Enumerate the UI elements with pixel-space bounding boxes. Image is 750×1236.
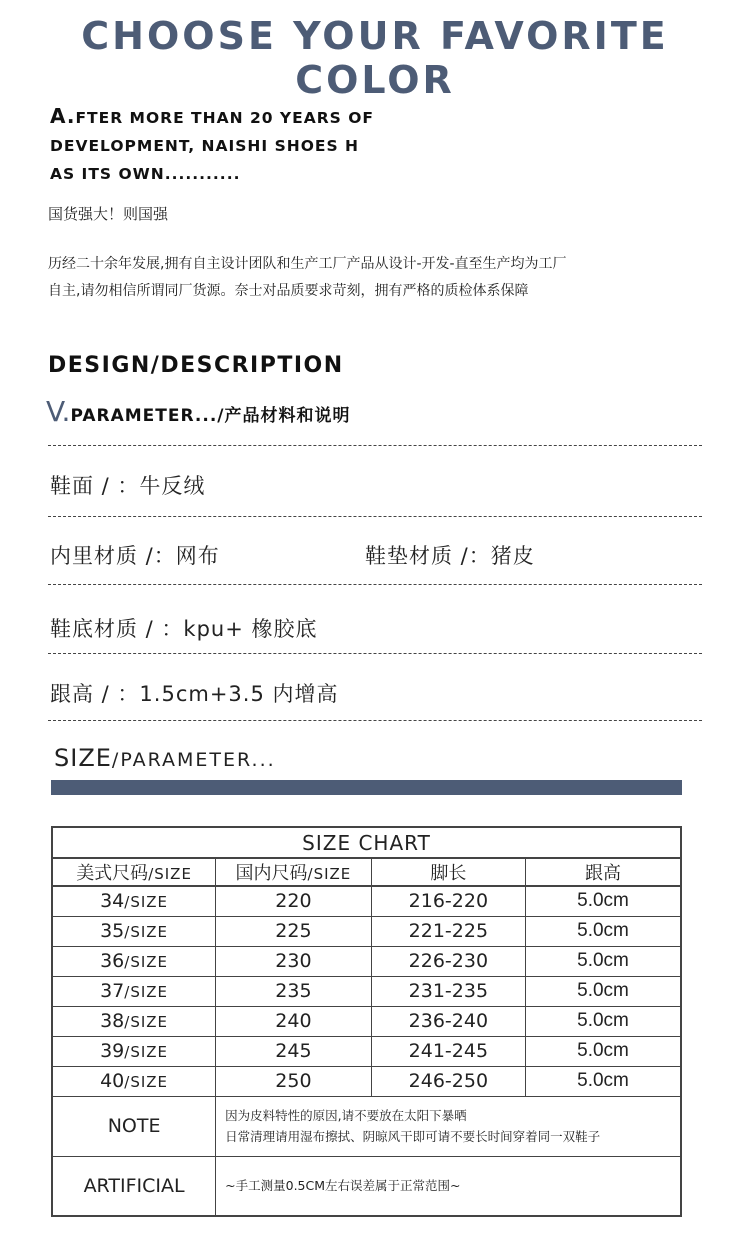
- param-upper: 鞋面 / ：牛反绒: [50, 474, 206, 498]
- header-heel-height: 跟高: [526, 858, 681, 886]
- cell-us-size: [52, 946, 216, 976]
- cell-heel-height: 5.0cm: [526, 916, 681, 946]
- intro-line-1: FTER MORE THAN 20 YEARS OF: [75, 109, 374, 127]
- note-line-1: 因为皮料特性的原因,请不要放在太阳下暴晒: [225, 1108, 467, 1123]
- cell-us-size: [52, 1066, 216, 1096]
- cell-heel-height: 5.0cm: [526, 976, 681, 1006]
- para-line-2: 自主,请勿相信所谓同厂货源。奈士对品质要求苛刻，拥有严格的质检体系保障: [48, 283, 529, 299]
- us-size-unit: /SIZE: [124, 983, 169, 1001]
- header-cn-sub: /SIZE: [307, 865, 352, 883]
- intro-english: [50, 102, 410, 188]
- param-sole: 鞋底材质 / ：kpu+ 橡胶底: [50, 617, 318, 641]
- parameter-heading: [46, 395, 350, 428]
- size-heading: [54, 744, 276, 772]
- cell-foot-length: 231-235: [371, 976, 525, 1006]
- cell-us-size: [52, 1036, 216, 1066]
- cell-foot-length: 216-220: [371, 886, 525, 916]
- us-size-unit: /SIZE: [124, 923, 169, 941]
- note-row: [52, 1096, 681, 1156]
- intro-line-3: AS ITS OWN...........: [50, 165, 241, 183]
- cell-heel-height: 5.0cm: [526, 886, 681, 916]
- table-row: [52, 946, 681, 976]
- size-accent-bar: [51, 780, 682, 795]
- header-us-main: 美式尺码: [76, 863, 149, 884]
- cell-us-size: [52, 916, 216, 946]
- us-size-value: 39: [100, 1040, 125, 1062]
- param-letter: V.: [46, 395, 71, 428]
- table-row: [52, 1006, 681, 1036]
- table-row: [52, 886, 681, 916]
- size-chart-title: SIZE CHART: [52, 827, 681, 858]
- divider: [48, 584, 702, 585]
- design-heading: DESIGN/DESCRIPTION: [48, 353, 344, 378]
- header-us-sub: /SIZE: [148, 865, 192, 883]
- table-row: [52, 1066, 681, 1096]
- note-line-2: 日常清理请用湿布擦拭、阴晾风干即可请不要长时间穿着同一双鞋子: [225, 1129, 601, 1144]
- table-row: [52, 1036, 681, 1066]
- cell-foot-length: 241-245: [371, 1036, 525, 1066]
- cell-cn-size: 225: [216, 916, 371, 946]
- param-heel: 跟高 / ：1.5cm+3.5 内增高: [50, 682, 339, 706]
- artificial-row: [52, 1156, 681, 1216]
- param-title: PARAMETER.../产品材料和说明: [70, 406, 351, 426]
- divider: [48, 720, 702, 721]
- size-chart-title-row: [52, 827, 681, 858]
- us-size-unit: /SIZE: [124, 953, 169, 971]
- note-text: [216, 1096, 681, 1156]
- page-title: CHOOSE YOUR FAVORITE COLOR: [81, 14, 669, 102]
- size-chart-table: [51, 826, 682, 1217]
- cell-foot-length: 226-230: [371, 946, 525, 976]
- cell-heel-height: 5.0cm: [526, 946, 681, 976]
- cell-cn-size: 220: [216, 886, 371, 916]
- cell-cn-size: 240: [216, 1006, 371, 1036]
- cell-cn-size: 250: [216, 1066, 371, 1096]
- intro-paragraph: [48, 251, 708, 305]
- us-size-value: 37: [100, 980, 125, 1002]
- cell-us-size: [52, 886, 216, 916]
- intro-line-2: DEVELOPMENT, NAISHI SHOES H: [50, 137, 359, 155]
- divider: [48, 653, 702, 654]
- us-size-value: 34: [100, 890, 125, 913]
- divider: [48, 516, 702, 517]
- cell-cn-size: 245: [216, 1036, 371, 1066]
- param-lining: 内里材质 /：网布: [50, 544, 220, 568]
- note-label: NOTE: [52, 1096, 216, 1156]
- table-row: [52, 976, 681, 1006]
- header-us-size: [52, 858, 216, 886]
- us-size-value: 40: [100, 1070, 125, 1092]
- size-heading-big: SIZE: [54, 744, 112, 772]
- us-size-unit: /SIZE: [124, 893, 169, 912]
- cell-cn-size: 235: [216, 976, 371, 1006]
- us-size-unit: /SIZE: [124, 1013, 169, 1031]
- us-size-unit: /SIZE: [124, 1073, 169, 1091]
- artificial-text: ~手工测量0.5CM左右误差属于正常范围~: [216, 1156, 681, 1216]
- cell-foot-length: 246-250: [371, 1066, 525, 1096]
- param-insole: 鞋垫材质 /：猪皮: [365, 544, 535, 568]
- slogan: 国货强大！则国强: [48, 205, 169, 223]
- intro-lead-letter: A.: [50, 104, 76, 128]
- cell-us-size: [52, 976, 216, 1006]
- cell-cn-size: 230: [216, 946, 371, 976]
- header-cn-size: [216, 858, 371, 886]
- artificial-label: ARTIFICIAL: [52, 1156, 216, 1216]
- us-size-value: 36: [100, 950, 125, 972]
- table-row: [52, 916, 681, 946]
- header-cn-main: 国内尺码: [235, 863, 308, 884]
- para-line-1: 历经二十余年发展,拥有自主设计团队和生产工厂产品从设计-开发-直至生产均为工厂: [48, 256, 567, 272]
- cell-foot-length: 236-240: [371, 1006, 525, 1036]
- size-heading-rest: /PARAMETER...: [111, 749, 276, 771]
- us-size-value: 35: [100, 920, 125, 942]
- size-chart-header-row: [52, 858, 681, 886]
- cell-heel-height: 5.0cm: [526, 1006, 681, 1036]
- us-size-unit: /SIZE: [124, 1043, 169, 1061]
- header-foot-length: 脚长: [371, 858, 525, 886]
- cell-heel-height: 5.0cm: [526, 1066, 681, 1096]
- cell-foot-length: 221-225: [371, 916, 525, 946]
- divider: [48, 445, 702, 446]
- cell-us-size: [52, 1006, 216, 1036]
- cell-heel-height: 5.0cm: [526, 1036, 681, 1066]
- us-size-value: 38: [100, 1010, 125, 1032]
